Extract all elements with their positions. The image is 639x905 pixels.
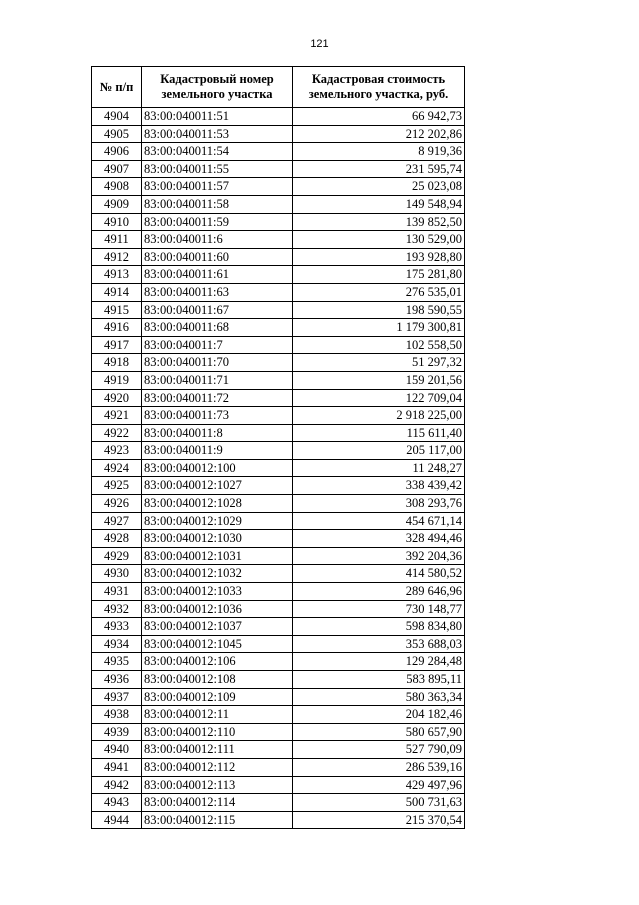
row-number-cell: 4932: [92, 600, 142, 618]
table-row: [92, 547, 465, 565]
row-number-cell: 4908: [92, 178, 142, 196]
cadastral-number-cell: 83:00:040011:60: [142, 248, 293, 266]
table-row: [92, 195, 465, 213]
table-row: [92, 266, 465, 284]
cadastral-number-cell: 83:00:040012:110: [142, 723, 293, 741]
page-number: 121: [310, 38, 329, 50]
cadastral-number-cell: 83:00:040011:53: [142, 125, 293, 143]
cadastral-value-cell: 1 179 300,81: [293, 319, 465, 337]
cadastral-number-cell: 83:00:040011:7: [142, 336, 293, 354]
row-number-cell: 4904: [92, 108, 142, 126]
cadastral-number-cell: 83:00:040011:58: [142, 195, 293, 213]
cadastral-number-cell: 83:00:040011:73: [142, 407, 293, 425]
row-number-cell: 4918: [92, 354, 142, 372]
table-row: [92, 319, 465, 337]
row-number-cell: 4907: [92, 160, 142, 178]
row-number-cell: 4944: [92, 811, 142, 829]
cadastral-number-cell: 83:00:040011:6: [142, 231, 293, 249]
cadastral-number-cell: 83:00:040012:1036: [142, 600, 293, 618]
table-row: [92, 160, 465, 178]
table-row: [92, 143, 465, 161]
table-row: [92, 688, 465, 706]
row-number-cell: 4943: [92, 794, 142, 812]
cadastral-value-cell: 139 852,50: [293, 213, 465, 231]
cadastral-value-cell: 454 671,14: [293, 512, 465, 530]
cadastral-number-cell: 83:00:040011:8: [142, 424, 293, 442]
cadastral-number-cell: 83:00:040012:108: [142, 671, 293, 689]
row-number-cell: 4906: [92, 143, 142, 161]
row-number-cell: 4934: [92, 635, 142, 653]
table-row: [92, 336, 465, 354]
row-number-cell: 4937: [92, 688, 142, 706]
row-number-cell: 4910: [92, 213, 142, 231]
row-number-cell: 4920: [92, 389, 142, 407]
cadastral-value-cell: 198 590,55: [293, 301, 465, 319]
table-row: [92, 583, 465, 601]
cadastral-number-cell: 83:00:040011:55: [142, 160, 293, 178]
table-row: [92, 706, 465, 724]
cadastral-value-cell: 212 202,86: [293, 125, 465, 143]
cadastral-number-cell: 83:00:040012:106: [142, 653, 293, 671]
row-number-cell: 4926: [92, 495, 142, 513]
row-number-cell: 4914: [92, 283, 142, 301]
table-row: [92, 741, 465, 759]
cadastral-number-cell: 83:00:040012:100: [142, 459, 293, 477]
table-row: [92, 530, 465, 548]
cadastral-value-cell: 580 363,34: [293, 688, 465, 706]
cadastral-number-cell: 83:00:040011:68: [142, 319, 293, 337]
row-number-cell: 4923: [92, 442, 142, 460]
row-number-cell: 4928: [92, 530, 142, 548]
cadastral-value-cell: 51 297,32: [293, 354, 465, 372]
cadastral-number-cell: 83:00:040012:1031: [142, 547, 293, 565]
table-row: [92, 459, 465, 477]
row-number-cell: 4939: [92, 723, 142, 741]
table-row: [92, 301, 465, 319]
table-row: [92, 600, 465, 618]
header-cadastral-value: Кадастровая стоимость земельного участка, руб.: [293, 67, 465, 108]
cadastral-value-cell: 122 709,04: [293, 389, 465, 407]
row-number-cell: 4927: [92, 512, 142, 530]
cadastral-number-cell: 83:00:040011:71: [142, 371, 293, 389]
cadastral-value-cell: 130 529,00: [293, 231, 465, 249]
table-row: [92, 477, 465, 495]
cadastral-value-cell: 328 494,46: [293, 530, 465, 548]
header-row-number: № п/п: [92, 67, 142, 108]
cadastral-value-cell: 598 834,80: [293, 618, 465, 636]
cadastral-number-cell: 83:00:040012:115: [142, 811, 293, 829]
table-row: [92, 758, 465, 776]
row-number-cell: 4929: [92, 547, 142, 565]
row-number-cell: 4916: [92, 319, 142, 337]
cadastral-value-cell: 8 919,36: [293, 143, 465, 161]
table-row: [92, 231, 465, 249]
cadastral-value-cell: 583 895,11: [293, 671, 465, 689]
cadastral-number-cell: 83:00:040012:113: [142, 776, 293, 794]
table-row: [92, 248, 465, 266]
cadastral-number-cell: 83:00:040011:70: [142, 354, 293, 372]
row-number-cell: 4942: [92, 776, 142, 794]
cadastral-number-cell: 83:00:040012:1029: [142, 512, 293, 530]
cadastral-value-cell: 149 548,94: [293, 195, 465, 213]
cadastral-number-cell: 83:00:040011:51: [142, 108, 293, 126]
row-number-cell: 4925: [92, 477, 142, 495]
cadastral-value-cell: 231 595,74: [293, 160, 465, 178]
table-header-row: [92, 67, 465, 108]
row-number-cell: 4921: [92, 407, 142, 425]
cadastral-value-cell: 25 023,08: [293, 178, 465, 196]
header-cadastral-number: Кадастровый номер земельного участка: [142, 67, 293, 108]
row-number-cell: 4911: [92, 231, 142, 249]
row-number-cell: 4940: [92, 741, 142, 759]
row-number-cell: 4922: [92, 424, 142, 442]
cadastral-value-table: [91, 66, 465, 829]
cadastral-number-cell: 83:00:040011:57: [142, 178, 293, 196]
row-number-cell: 4905: [92, 125, 142, 143]
row-number-cell: 4915: [92, 301, 142, 319]
cadastral-value-cell: 730 148,77: [293, 600, 465, 618]
table-row: [92, 794, 465, 812]
cadastral-value-cell: 2 918 225,00: [293, 407, 465, 425]
cadastral-number-cell: 83:00:040011:59: [142, 213, 293, 231]
cadastral-value-cell: 66 942,73: [293, 108, 465, 126]
cadastral-value-cell: 204 182,46: [293, 706, 465, 724]
cadastral-value-cell: 286 539,16: [293, 758, 465, 776]
cadastral-value-cell: 215 370,54: [293, 811, 465, 829]
cadastral-value-cell: 129 284,48: [293, 653, 465, 671]
table-row: [92, 671, 465, 689]
cadastral-number-cell: 83:00:040011:9: [142, 442, 293, 460]
cadastral-value-cell: 414 580,52: [293, 565, 465, 583]
table-row: [92, 371, 465, 389]
cadastral-value-cell: 392 204,36: [293, 547, 465, 565]
cadastral-value-cell: 500 731,63: [293, 794, 465, 812]
cadastral-value-cell: 276 535,01: [293, 283, 465, 301]
cadastral-value-cell: 115 611,40: [293, 424, 465, 442]
cadastral-value-cell: 527 790,09: [293, 741, 465, 759]
row-number-cell: 4913: [92, 266, 142, 284]
cadastral-value-cell: 338 439,42: [293, 477, 465, 495]
table-row: [92, 618, 465, 636]
cadastral-number-cell: 83:00:040012:1045: [142, 635, 293, 653]
cadastral-number-cell: 83:00:040011:72: [142, 389, 293, 407]
cadastral-number-cell: 83:00:040011:54: [142, 143, 293, 161]
row-number-cell: 4917: [92, 336, 142, 354]
table-row: [92, 653, 465, 671]
table-row: [92, 811, 465, 829]
table-row: [92, 178, 465, 196]
table-row: [92, 125, 465, 143]
row-number-cell: 4919: [92, 371, 142, 389]
table-row: [92, 213, 465, 231]
cadastral-value-cell: 205 117,00: [293, 442, 465, 460]
row-number-cell: 4941: [92, 758, 142, 776]
row-number-cell: 4935: [92, 653, 142, 671]
table-row: [92, 512, 465, 530]
table-row: [92, 407, 465, 425]
cadastral-number-cell: 83:00:040012:11: [142, 706, 293, 724]
cadastral-number-cell: 83:00:040011:61: [142, 266, 293, 284]
table-row: [92, 424, 465, 442]
table-row: [92, 565, 465, 583]
cadastral-number-cell: 83:00:040012:1037: [142, 618, 293, 636]
table-row: [92, 283, 465, 301]
cadastral-number-cell: 83:00:040012:1033: [142, 583, 293, 601]
cadastral-number-cell: 83:00:040012:1032: [142, 565, 293, 583]
cadastral-number-cell: 83:00:040012:114: [142, 794, 293, 812]
cadastral-value-cell: 159 201,56: [293, 371, 465, 389]
table-row: [92, 442, 465, 460]
row-number-cell: 4933: [92, 618, 142, 636]
row-number-cell: 4930: [92, 565, 142, 583]
cadastral-number-cell: 83:00:040011:63: [142, 283, 293, 301]
cadastral-value-cell: 429 497,96: [293, 776, 465, 794]
cadastral-value-cell: 308 293,76: [293, 495, 465, 513]
row-number-cell: 4931: [92, 583, 142, 601]
cadastral-number-cell: 83:00:040012:1030: [142, 530, 293, 548]
table-row: [92, 776, 465, 794]
table-row: [92, 389, 465, 407]
cadastral-value-cell: 11 248,27: [293, 459, 465, 477]
cadastral-value-cell: 102 558,50: [293, 336, 465, 354]
cadastral-number-cell: 83:00:040012:1028: [142, 495, 293, 513]
row-number-cell: 4909: [92, 195, 142, 213]
cadastral-number-cell: 83:00:040011:67: [142, 301, 293, 319]
row-number-cell: 4938: [92, 706, 142, 724]
row-number-cell: 4912: [92, 248, 142, 266]
cadastral-number-cell: 83:00:040012:111: [142, 741, 293, 759]
table-row: [92, 108, 465, 126]
table-body: [92, 108, 465, 829]
cadastral-value-cell: 175 281,80: [293, 266, 465, 284]
row-number-cell: 4924: [92, 459, 142, 477]
table-row: [92, 495, 465, 513]
table-row: [92, 354, 465, 372]
cadastral-value-cell: 580 657,90: [293, 723, 465, 741]
cadastral-value-cell: 353 688,03: [293, 635, 465, 653]
table-row: [92, 635, 465, 653]
cadastral-number-cell: 83:00:040012:1027: [142, 477, 293, 495]
cadastral-number-cell: 83:00:040012:109: [142, 688, 293, 706]
table-row: [92, 723, 465, 741]
cadastral-value-cell: 289 646,96: [293, 583, 465, 601]
row-number-cell: 4936: [92, 671, 142, 689]
cadastral-value-cell: 193 928,80: [293, 248, 465, 266]
cadastral-number-cell: 83:00:040012:112: [142, 758, 293, 776]
